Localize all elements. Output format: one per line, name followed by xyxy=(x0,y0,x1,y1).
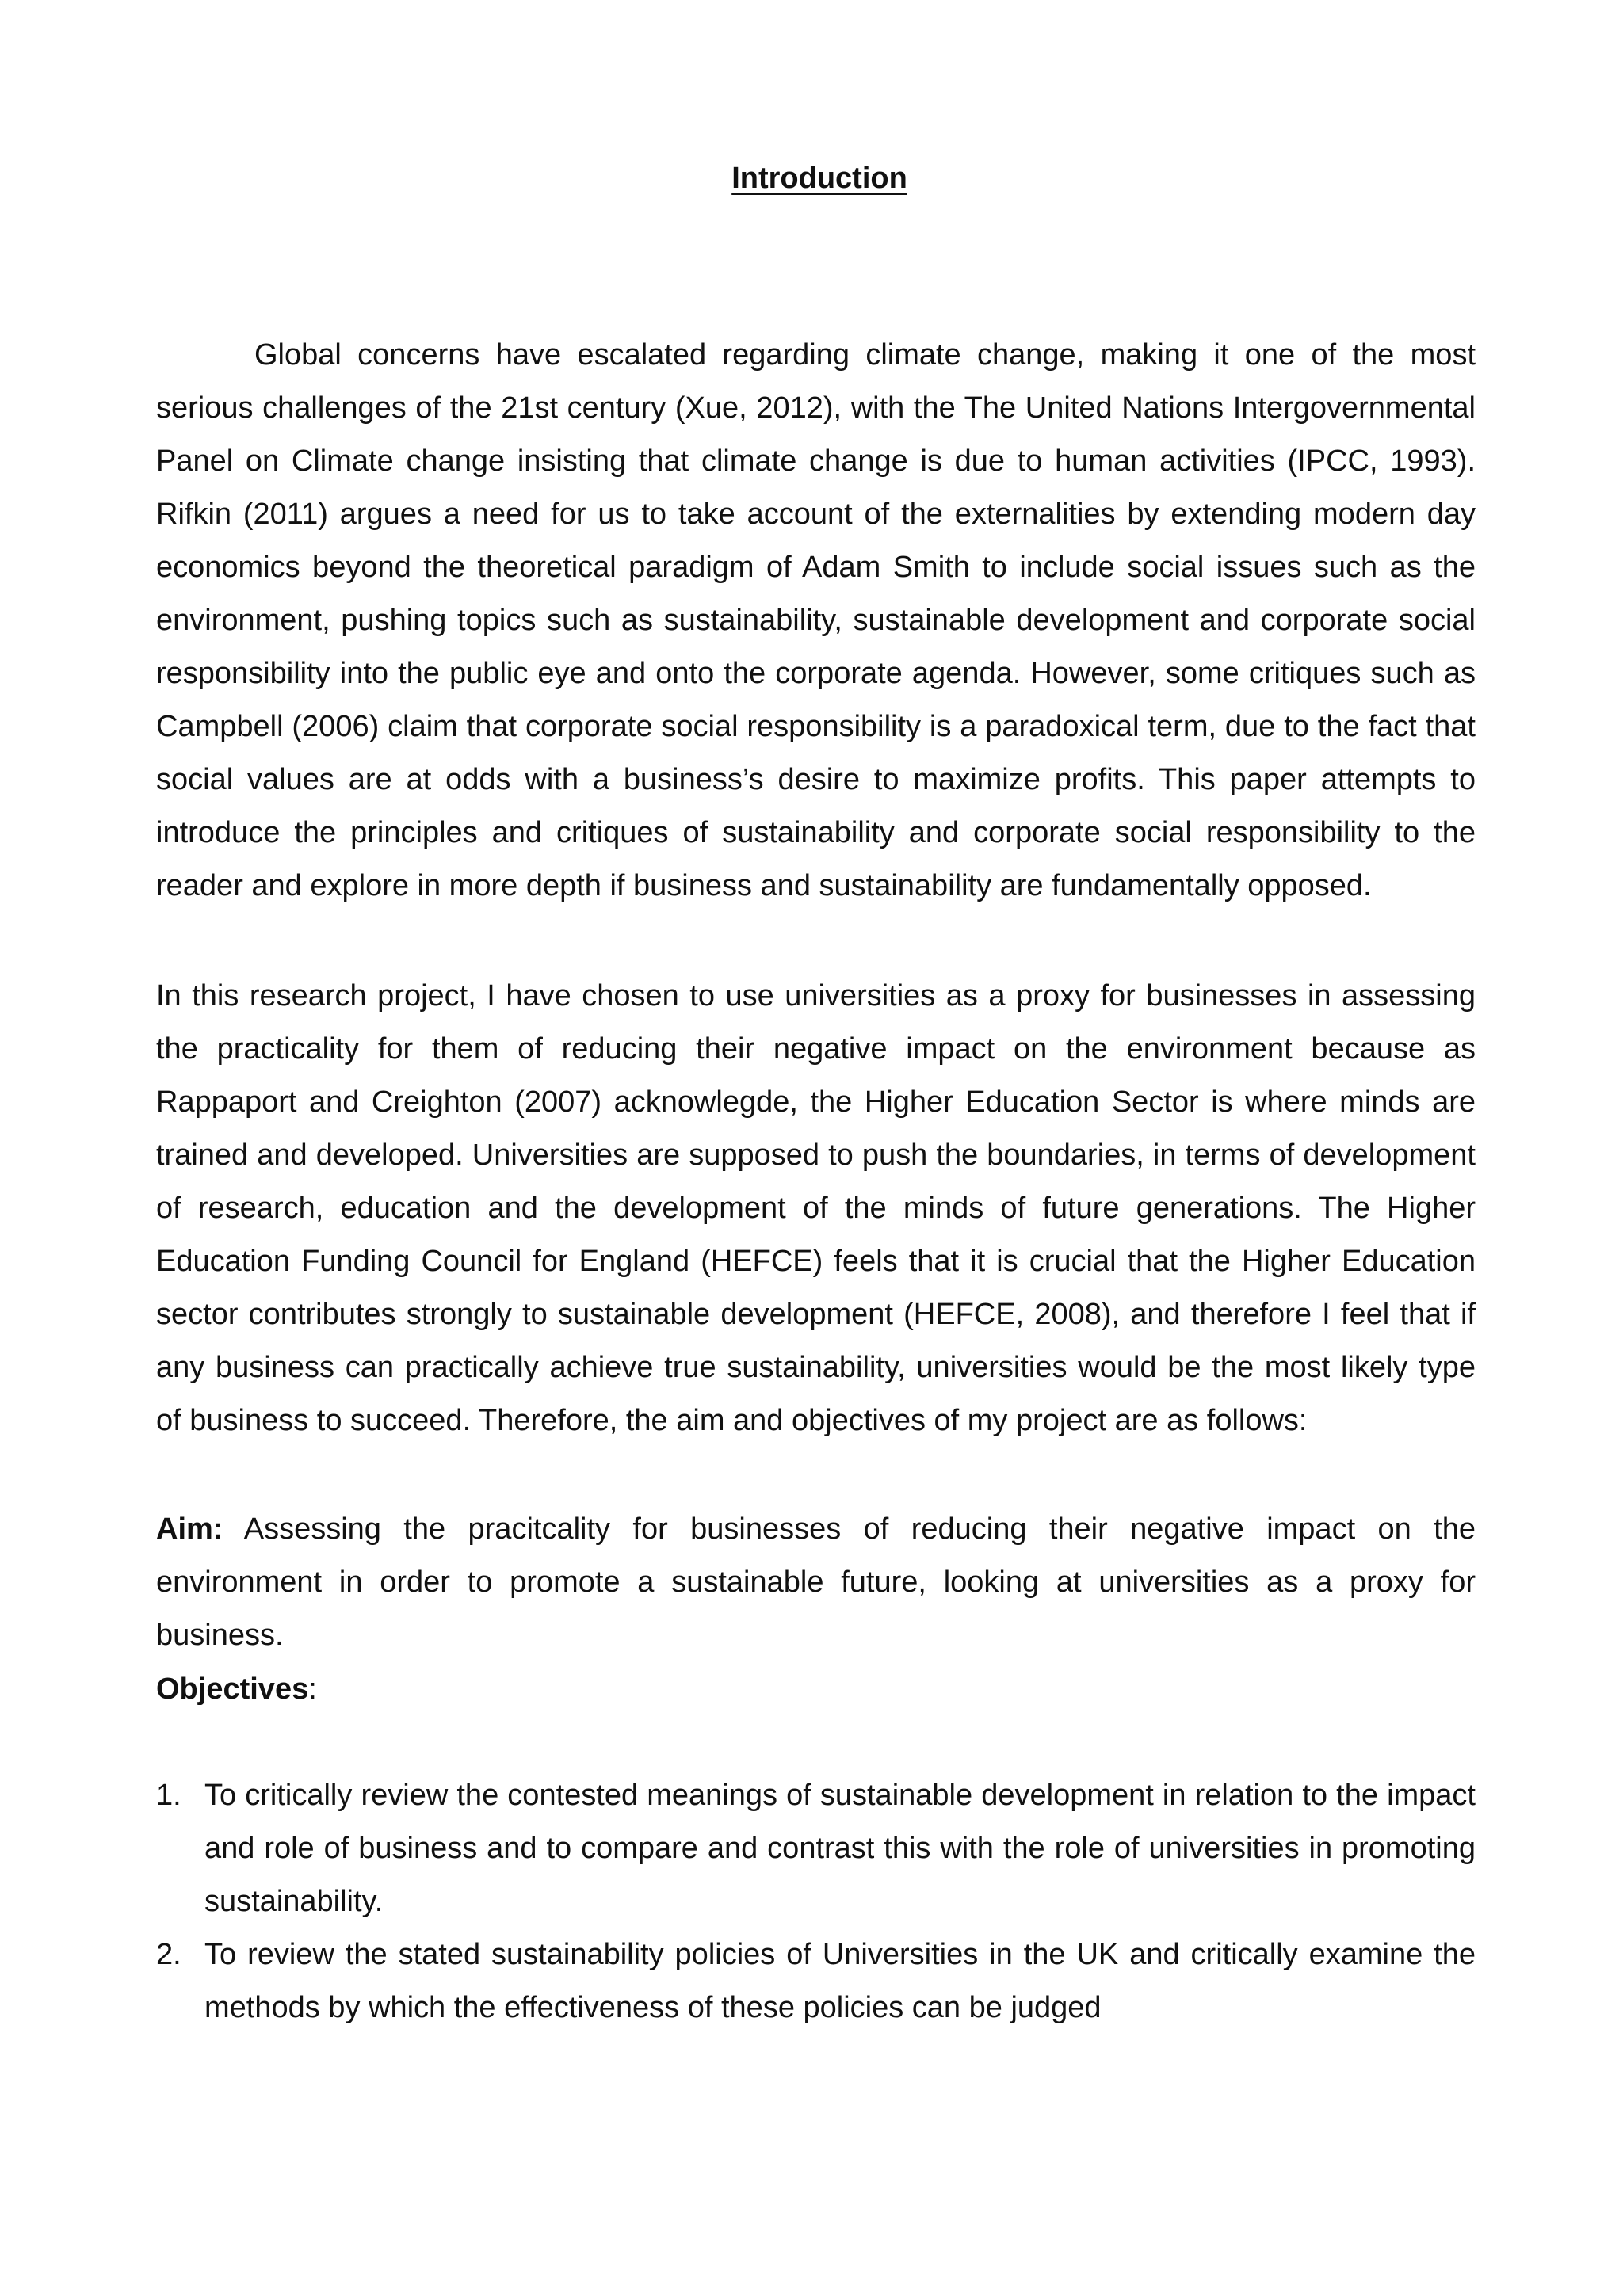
objective-number-2: 2. xyxy=(156,1938,181,1971)
intro-paragraph-2: In this research project, I have chosen to use universities as a proxy for businesses in assessing the practicality for them of reducing their negative impact on the environment because as Rappaport and Creighton (2007) acknowlegde, the Higher Education Sector is where minds are trained and developed. Universities are supposed to push the boundaries, in terms of development of research, education and the development of the minds of future generations. The Higher Education Funding Council for England (HEFCE) feels that it is crucial that the Higher Education sector contributes strongly to sustainable development (HEFCE, 2008), and therefore I feel that if any business can practically achieve true sustainability, universities would be the most likely type of business to succeed. Therefore, the aim and objectives of my project are as follows: xyxy=(156,979,1476,1437)
page-title: Introduction xyxy=(731,162,907,195)
aim-text: Assessing the pracitcality for businesses of reducing their negative impact on the environment in order to promote a sustainable future, looking at universities as a proxy for business. xyxy=(156,1512,1476,1652)
objectives-list xyxy=(156,1769,1476,2035)
aim-paragraph xyxy=(156,1503,1476,1662)
objective-number-1: 1. xyxy=(156,1779,181,1812)
objectives-heading xyxy=(156,1663,1476,1716)
objective-text-2: To review the stated sustainability policies of Universities in the UK and critically examine the methods by which the effectiveness of these policies can be judged xyxy=(204,1938,1476,2024)
objectives-label: Objectives xyxy=(156,1672,309,1706)
objectives-colon: : xyxy=(308,1672,317,1706)
aim-label: Aim: xyxy=(156,1512,223,1546)
objective-item-1 xyxy=(156,1769,1476,1928)
objective-text-1: To critically review the contested meanings of sustainable development in relation to the impact and role of business and to compare and contrast this with the role of universities in promoting sustainability. xyxy=(204,1779,1476,1918)
objective-item-2 xyxy=(156,1928,1476,2035)
intro-paragraph-1: Global concerns have escalated regarding climate change, making it one of the most serious challenges of the 21st century (Xue, 2012), with the The United Nations Intergovernmental Panel on Climate change insisting that climate change is due to human activities (IPCC, 1993). Rifkin (2011) argues a need for us to take account of the externalities by extending modern day economics beyond the theoretical paradigm of Adam Smith to include social issues such as the environment, pushing topics such as sustainability, sustainable development and corporate social responsibility into the public eye and onto the corporate agenda. However, some critiques such as Campbell (2006) claim that corporate social responsibility is a paradoxical term, due to the fact that social values are at odds with a business’s desire to maximize profits. This paper attempts to introduce the principles and critiques of sustainability and corporate social responsibility to the reader and explore in more depth if business and sustainability are fundamentally opposed. xyxy=(156,338,1476,902)
